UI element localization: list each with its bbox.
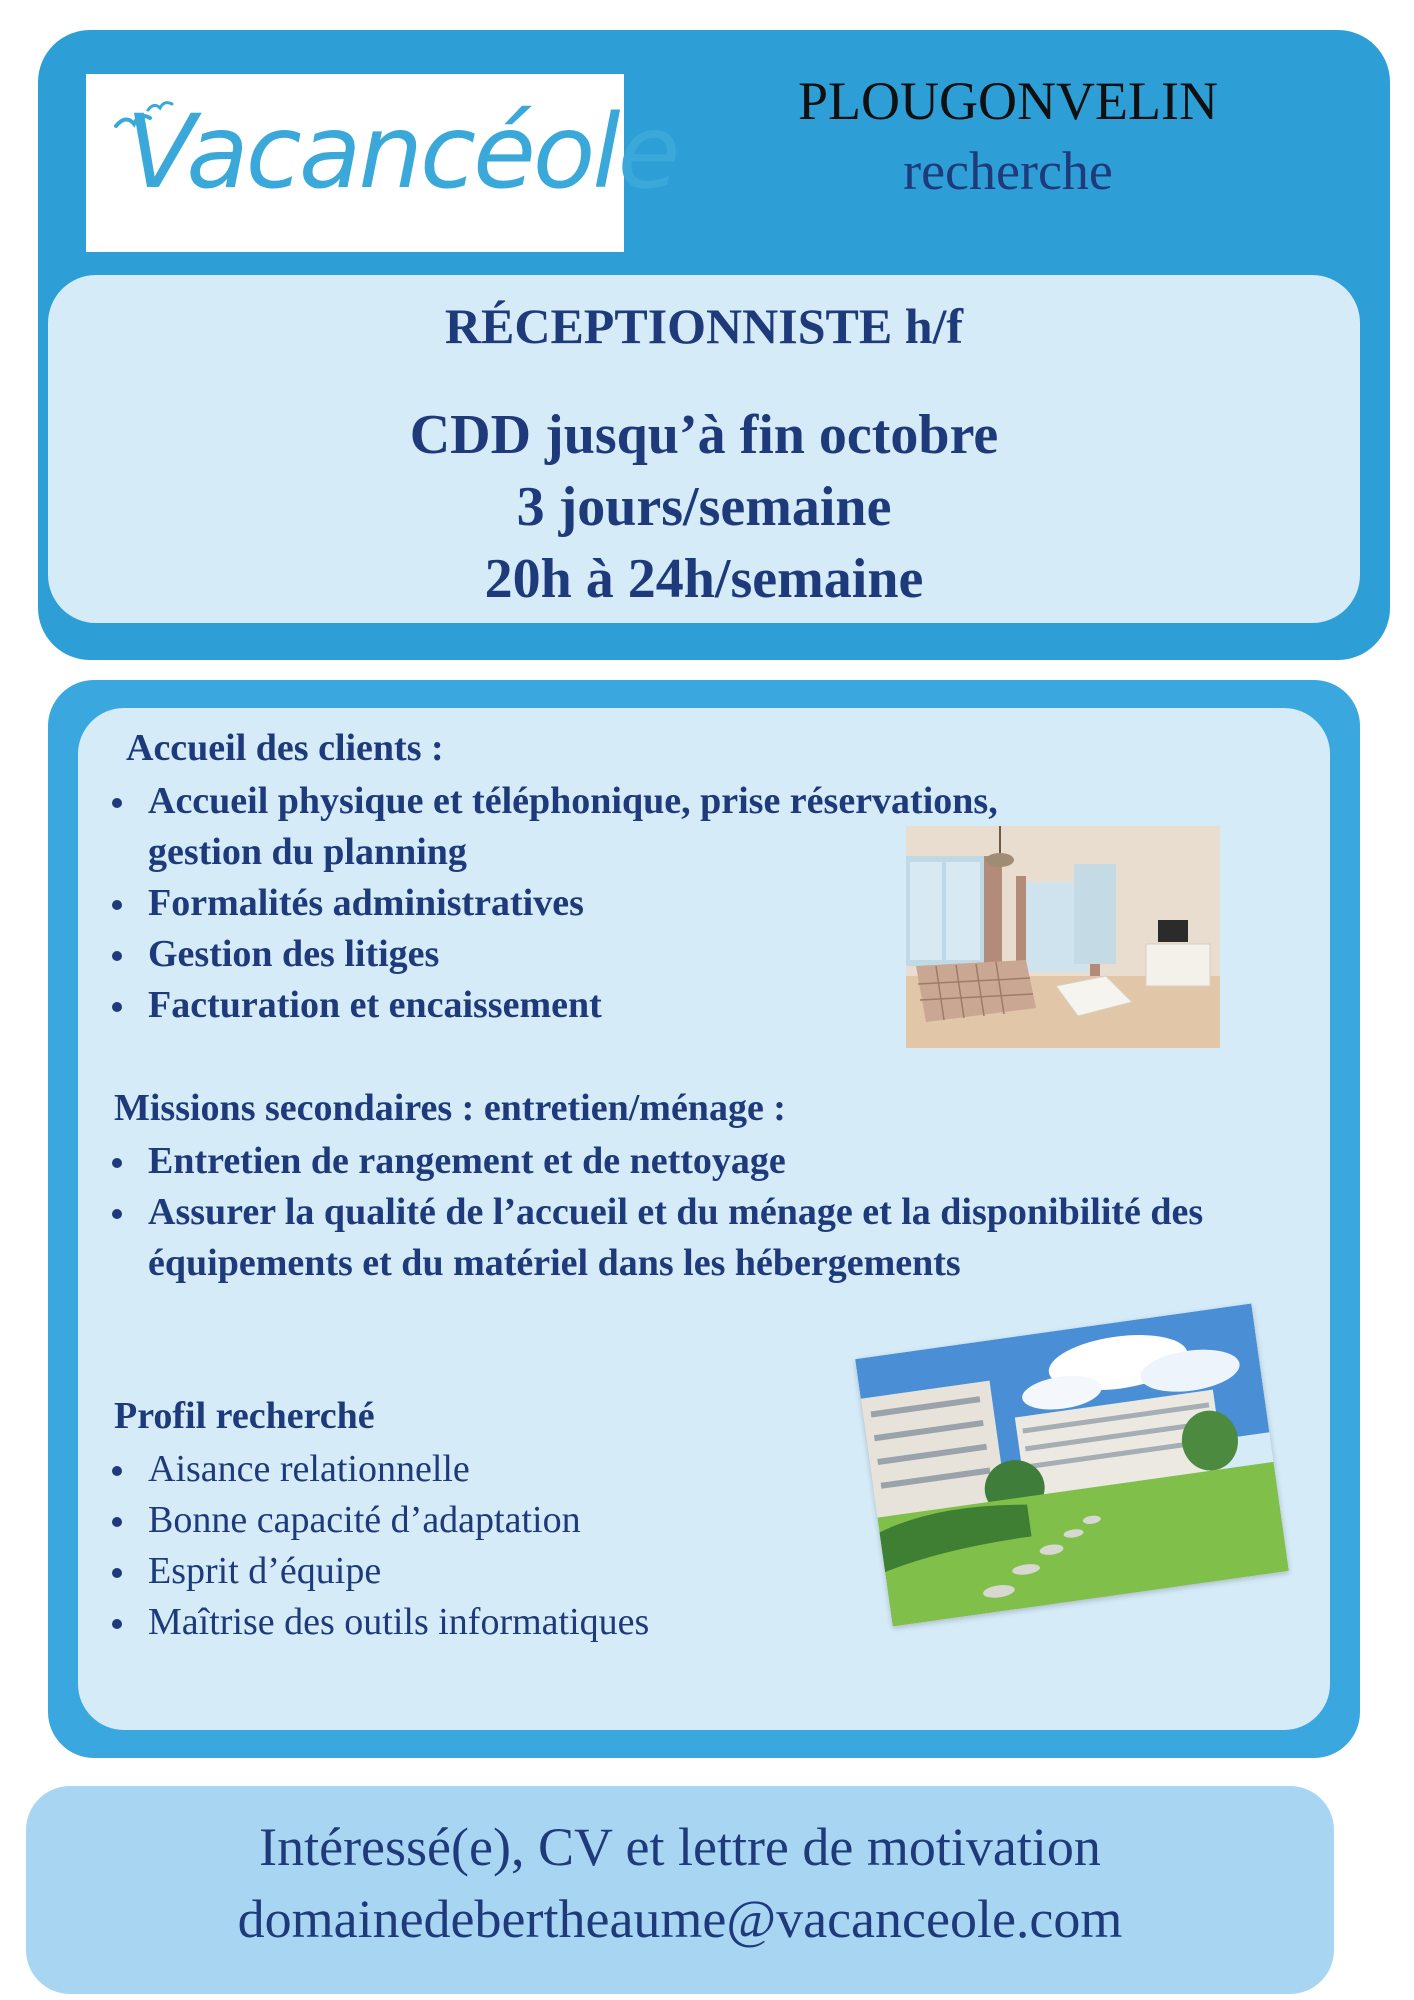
list-item: Assurer la qualité de l’accueil et du ménage et la disponibilité des équipements et du matériel dans les hébergements	[108, 1187, 1248, 1289]
days-per-week: 3 jours/semaine	[516, 476, 892, 538]
list-item: Gestion des litiges	[108, 929, 1258, 980]
application-instructions: Intéressé(e), CV et lettre de motivation	[259, 1817, 1101, 1877]
list-item: Facturation et encaissement	[108, 980, 1258, 1031]
recherche-subtitle: recherche	[903, 141, 1113, 201]
list-item: Aisance relationnelle	[108, 1444, 888, 1495]
section-heading-profil: Profil recherché	[114, 1395, 375, 1437]
contact-email[interactable]: domainedebertheaume@vacanceole.com	[237, 1889, 1123, 1949]
missions-list	[108, 1136, 1248, 1289]
section-heading-missions: Missions secondaires : entretien/ménage :	[114, 1087, 786, 1129]
list-item: Entretien de rangement et de nettoyage	[108, 1136, 1248, 1187]
list-item: Accueil physique et téléphonique, prise réservations, gestion du planning	[108, 776, 1258, 878]
contact-footer	[26, 1786, 1334, 1994]
profil-list	[108, 1444, 888, 1648]
list-item: Esprit d’équipe	[108, 1546, 888, 1597]
resort-photo	[855, 1303, 1289, 1626]
list-item: Formalités administratives	[108, 878, 1258, 929]
header-panel	[38, 30, 1390, 660]
hours-per-week: 20h à 24h/semaine	[484, 548, 924, 610]
apartment-photo	[906, 826, 1220, 1048]
job-panel	[48, 275, 1360, 623]
logo	[86, 74, 678, 252]
list-item: Bonne capacité d’adaptation	[108, 1495, 888, 1546]
logo-text: Vacancéole	[126, 93, 678, 212]
job-title: RÉCEPTIONNISTE h/f	[444, 298, 964, 354]
list-item: Maîtrise des outils informatiques	[108, 1597, 888, 1648]
location-title: PLOUGONVELIN	[798, 71, 1218, 131]
contract-type: CDD jusqu’à fin octobre	[409, 404, 999, 466]
section-heading-accueil: Accueil des clients :	[126, 727, 444, 769]
